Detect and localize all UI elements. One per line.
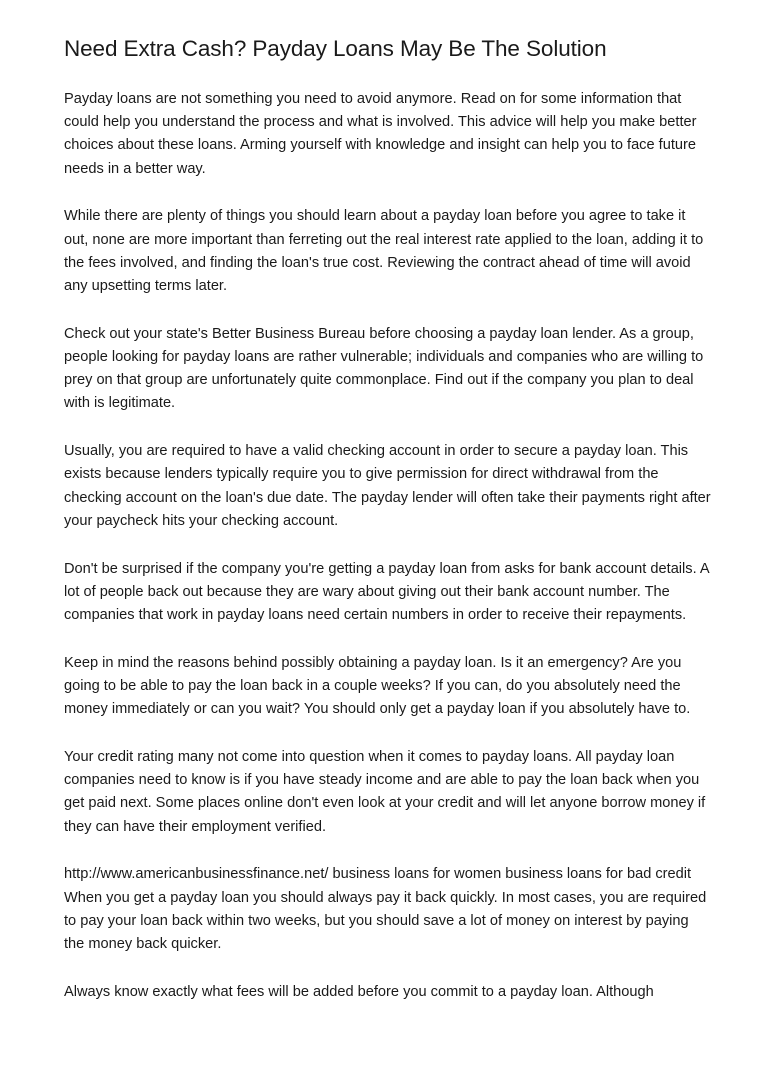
paragraph-6: Keep in mind the reasons behind possibly obtaining a payday loan. Is it an emergency? Are you going to be able to pay the loan back in a couple weeks? If you can, do you absolutely need the money immediately or can you wait? You should only get a payday loan if you absolutely have to. xyxy=(64,654,691,718)
paragraph-5: Don't be surprised if the company you're getting a payday loan from asks for bank account details. A lot of people back out because they are wary about giving out their bank account number. The companies that work in payday loans need certain numbers in order to receive their repayments. xyxy=(64,560,709,624)
paragraph-1: Payday loans are not something you need to avoid anymore. Read on for some information that could help you understand the process and what is involved. This advice will help you make better choices about these loans. Arming yourself with knowledge and insight can help you to face future needs in a better way. xyxy=(64,91,697,177)
paragraph-4: Usually, you are required to have a valid checking account in order to secure a payday loan. This exists because lenders typically require you to give permission for direct withdrawal from the checking account on the loan's due date. The payday lender will often take their payments right after your paycheck hits your checking account. xyxy=(64,443,711,529)
paragraph-8: http://www.americanbusinessfinance.net/ business loans for women business loans for bad credit When you get a payday loan you should always pay it back quickly. In most cases, you are required to pay your loan back within two weeks, but you should save a lot of money on interest by paying the money back quicker. xyxy=(64,866,707,953)
paragraph-9: Always know exactly what fees will be added before you commit to a payday loan. Although xyxy=(64,983,654,1000)
paragraph-3: Check out your state's Better Business Bureau before choosing a payday loan lender. As a group, people looking for payday loans are rather vulnerable; individuals and companies who are willing to prey on that group are unfortunately quite commonplace. Find out if the company you plan to deal with is legitimate. xyxy=(64,325,704,412)
paragraph-7: Your credit rating many not come into question when it comes to payday loans. All payday loan companies need to know is if you have steady income and are able to pay the loan back when you get paid next. Some places online don't even look at your credit and will let anyone borrow money if they can have their employment verified. xyxy=(64,749,706,835)
paragraph-2: While there are plenty of things you should learn about a payday loan before you agree to take it out, none are more important than ferreting out the real interest rate applied to the loan, adding it to the fees involved, and finding the loan's true cost. Reviewing the contract ahead of time will avoid any upsetting terms later. xyxy=(64,208,704,295)
document-title: Need Extra Cash? Payday Loans May Be The Solution xyxy=(64,36,607,61)
